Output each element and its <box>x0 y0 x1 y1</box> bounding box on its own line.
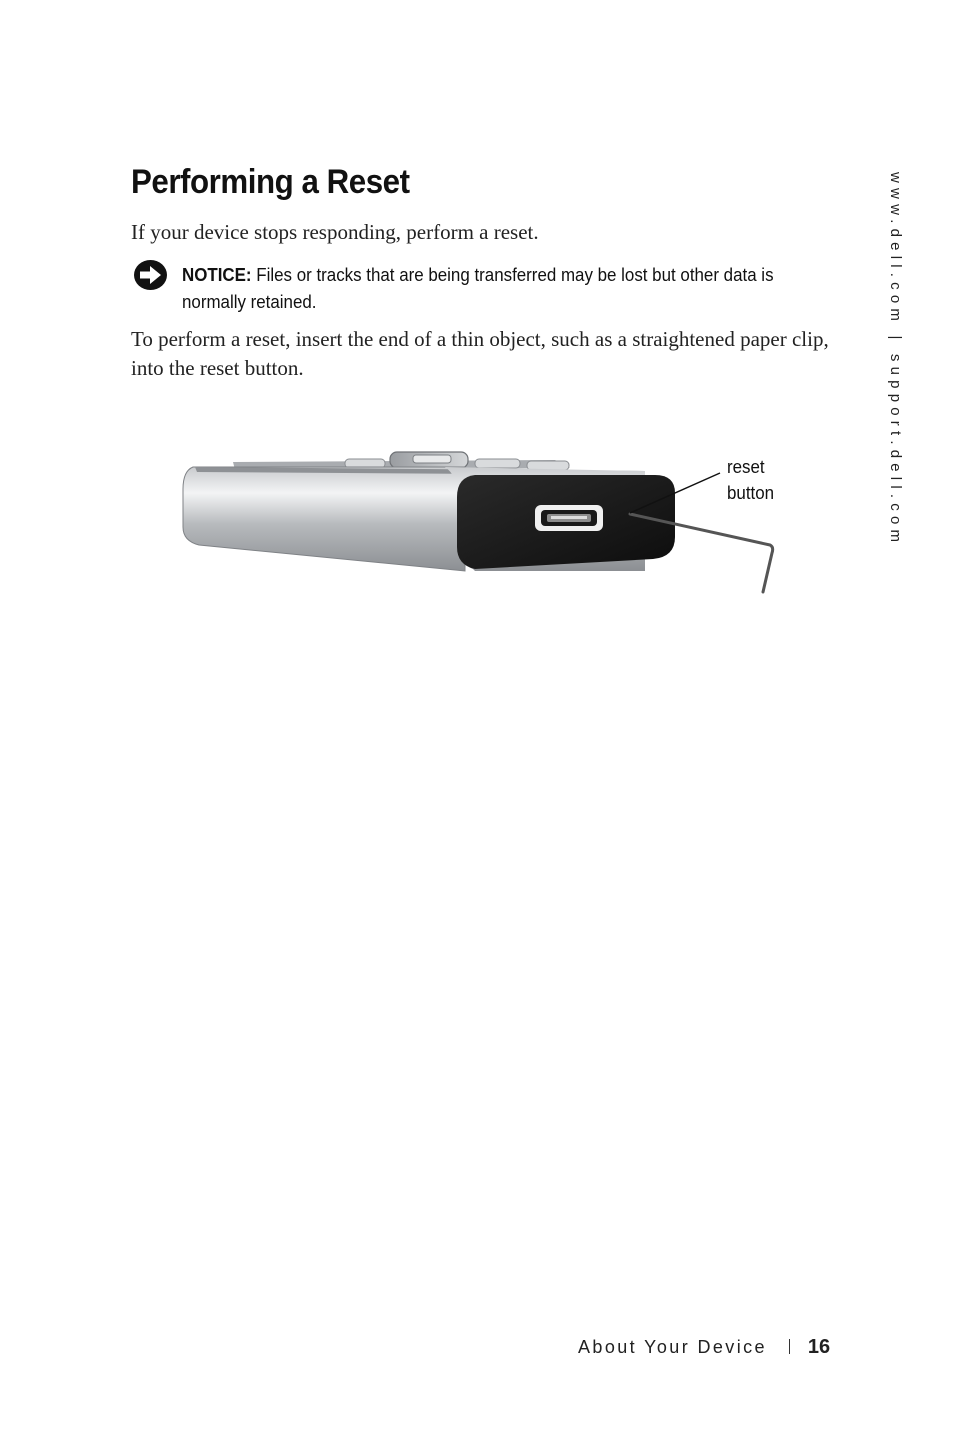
page-footer <box>578 1336 830 1359</box>
callout-line-2: button <box>727 483 775 503</box>
page-title: Performing a Reset <box>131 163 410 201</box>
notice-arrow-icon <box>133 259 168 291</box>
instruction-text: To perform a reset, insert the end of a thin object, such as a straightened paper clip, into the reset button. <box>131 327 829 380</box>
page-number: 16 <box>807 1336 831 1358</box>
footer-section-name: About Your Device <box>578 1337 767 1357</box>
notice-block <box>182 262 831 316</box>
notice-text: Files or tracks that are being transferred may be lost but other data is normally retained. <box>182 265 774 312</box>
notice-label: NOTICE: <box>182 265 252 285</box>
usb-port <box>535 505 603 531</box>
device-body <box>183 467 465 571</box>
device-reset-illustration <box>175 445 805 605</box>
footer-separator <box>789 1339 790 1354</box>
callout-line-1: reset <box>727 457 765 477</box>
side-url-text: www.dell.com | support.dell.com <box>887 172 904 548</box>
intro-text: If your device stops responding, perform a reset. <box>131 220 539 244</box>
reset-button-callout <box>727 454 774 506</box>
